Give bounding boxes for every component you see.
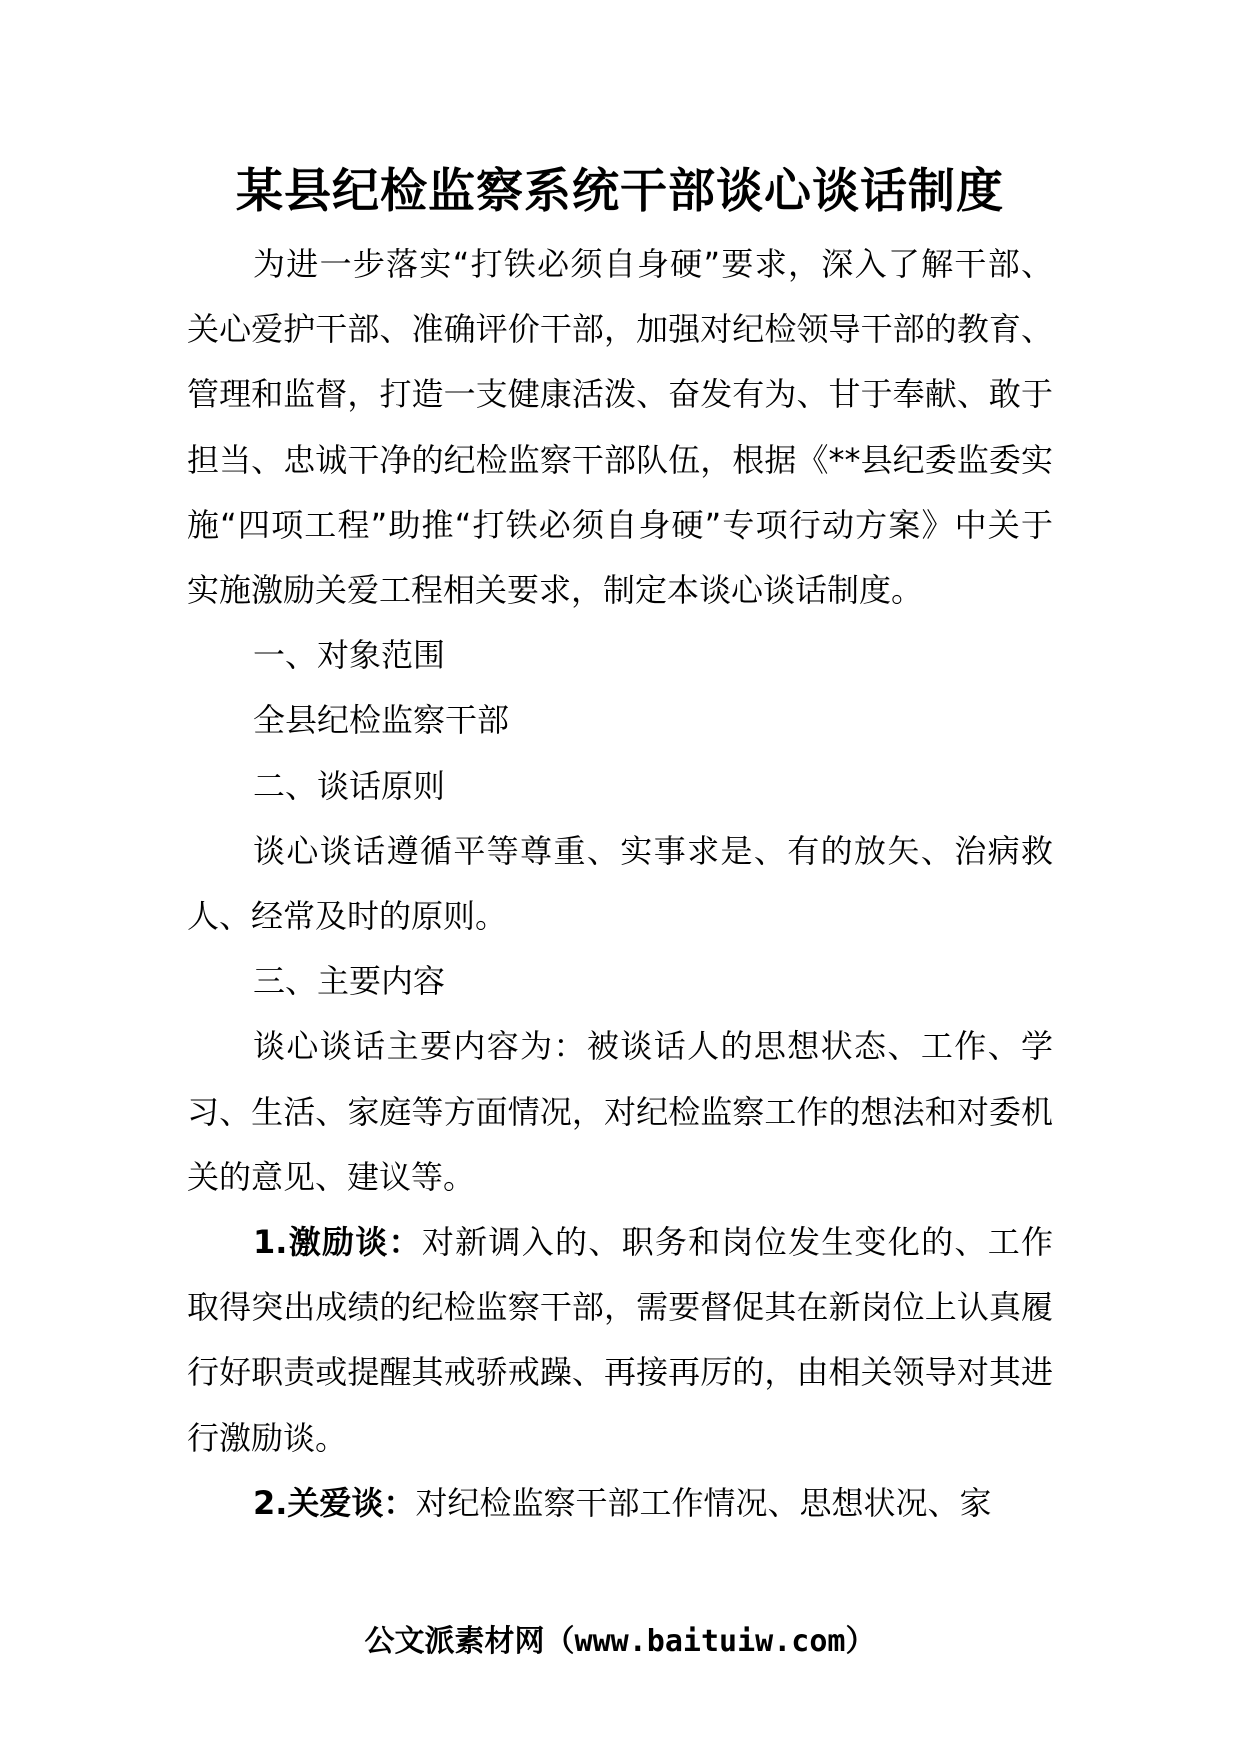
item-care-talk [187,1471,1053,1536]
footer-site-name: 公文派素材网（ [364,1624,575,1659]
section-heading-principles: 二、谈话原则 [253,766,446,805]
section-heading-scope: 一、对象范围 [253,636,446,675]
item-incentive-body: 对新调入的、职务和岗位发生变化的、工作取得突出成绩的纪检监察干部，需要督促其在新岗位上认真履行好职责或提醒其戒骄戒躁、再接再厉的，由相关领导对其进行激励谈。 [187,1223,1053,1457]
footer-close-paren: ） [845,1624,876,1659]
document-body [187,232,1053,1536]
section-heading-content: 三、主要内容 [253,962,446,1001]
document-title: 某县纪检监察系统干部谈心谈话制度 [236,164,1004,219]
section-body-scope: 全县纪检监察干部 [253,701,510,740]
item-care-label: 2.关爱谈： [253,1483,416,1522]
item-incentive-talk [187,1210,1053,1471]
footer-watermark [0,1622,1240,1662]
section-body-content: 谈心谈话主要内容为：被谈话人的思想状态、工作、学习、生活、家庭等方面情况，对纪检监察工作的想法和对委机关的意见、建议等。 [187,1027,1053,1196]
item-care-body: 对纪检监察干部工作情况、思想状况、家 [415,1483,992,1522]
item-incentive-label: 1.激励谈： [253,1223,422,1262]
section-body-principles: 谈心谈话遵循平等尊重、实事求是、有的放矢、治病救人、经常及时的原则。 [187,831,1053,936]
footer-url: www.baituiw.com [574,1624,846,1659]
intro-paragraph: 为进一步落实“打铁必须自身硬”要求，深入了解干部、关心爱护干部、准确评价干部，加强对纪检领导干部的教育、管理和监督，打造一支健康活泼、奋发有为、甘于奉献、敢于担当、忠诚干净的纪检监察干部队伍，根据《**县纪委监委实施“四项工程”助推“打铁必须自身硬”专项行动方案》中关于实施激励关爱工程相关要求，制定本谈心谈话制度。 [187,245,1053,610]
